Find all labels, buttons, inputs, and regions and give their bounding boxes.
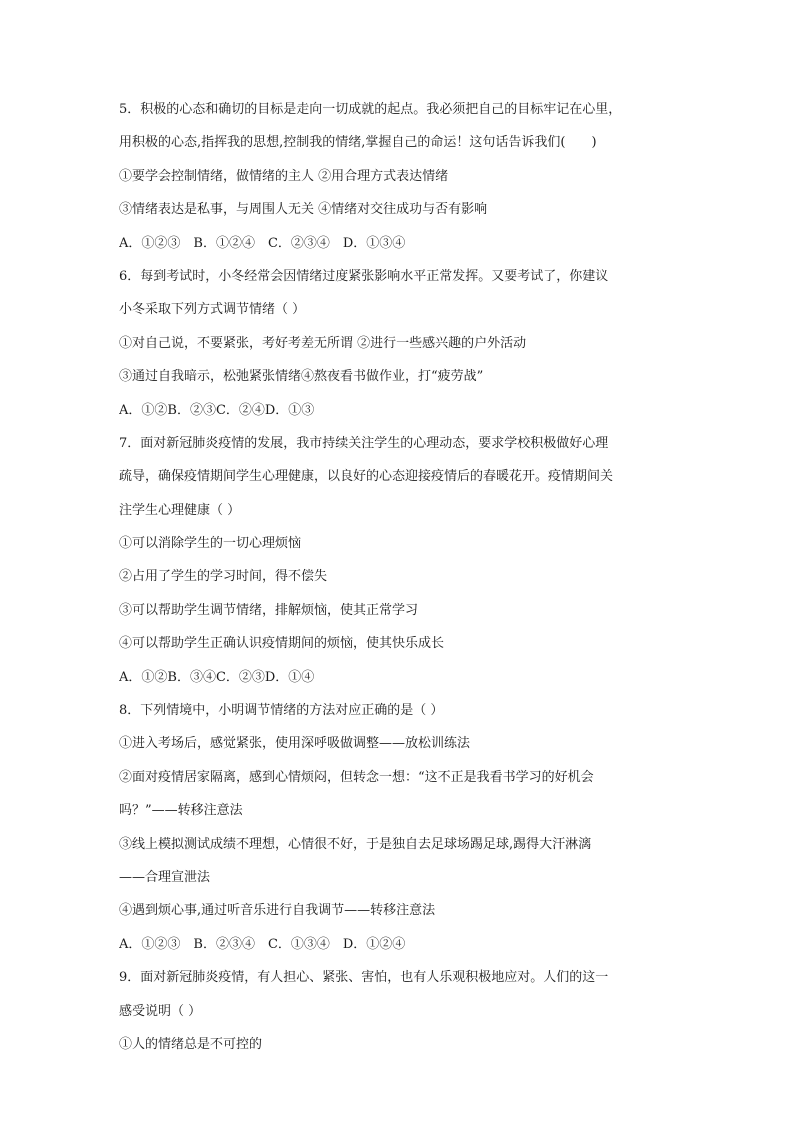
q6-statements-1: ①对自己说，不要紧张，考好考差无所谓 ②进行一些感兴趣的户外活动 <box>119 335 527 351</box>
q9-stem-line-2: 感受说明（ ） <box>119 1003 202 1019</box>
q5-statements-2: ③情绪表达是私事，与周围人无关 ④情绪对交往成功与否有影响 <box>119 202 488 218</box>
q9-statement-1: ①人的情绪总是不可控的 <box>119 1036 263 1052</box>
q5-stem-line-1: 5．积极的心态和确切的目标是走向一切成就的起点。我必须把自己的目标牢记在心里， <box>119 102 622 117</box>
q6-stem-line-1: 6．每到考试时，小冬经常会因情绪过度紧张影响水平正常发挥。又要考试了，你建议 <box>119 268 609 284</box>
q8-statement-1: ①进入考场后，感觉紧张，使用深呼吸做调整——放松训练法 <box>119 736 471 752</box>
q7-statement-3: ③可以帮助学生调节情绪，排解烦恼，使其正常学习 <box>119 602 419 618</box>
q6-options: A．①②B．②③C．②④D．①③ <box>119 402 315 418</box>
q7-stem-line-1: 7．面对新冠肺炎疫情的发展，我市持续关注学生的心理动态，要求学校积极做好心理 <box>119 435 609 451</box>
q8-statement-2-line-2: 吗？”——转移注意法 <box>119 803 243 819</box>
q8-statement-4: ④遇到烦心事,通过听音乐进行自我调节——转移注意法 <box>119 903 436 919</box>
q7-stem-line-3: 注学生心理健康（ ） <box>119 502 241 518</box>
document-page <box>119 93 679 1061</box>
q8-stem: 8．下列情境中，小明调节情绪的方法对应正确的是（ ） <box>119 703 444 719</box>
q5-stem-line-2: 用积极的心态,指挥我的思想,控制我的情绪,掌握自己的命运！这句话告诉我们( ) <box>119 135 597 151</box>
q8-statement-3-line-2: ——合理宣泄法 <box>119 869 211 885</box>
q7-options: A．①②B．③④C．②③D．①④ <box>119 669 315 685</box>
q5-options: A．①②③ B．①②④ C．②③④ D．①③④ <box>119 235 406 251</box>
q8-statement-2-line-1: ②面对疫情居家隔离，感到心情烦闷，但转念一想：“这不正是我看书学习的好机会 <box>119 769 594 785</box>
q8-statement-3-line-1: ③线上模拟测试成绩不理想，心情很不好，于是独自去足球场踢足球,踢得大汗淋漓 <box>119 836 592 852</box>
q7-stem-line-2: 疏导，确保疫情期间学生心理健康，以良好的心态迎接疫情后的春暖花开。疫情期间关 <box>119 469 614 485</box>
q6-stem-line-2: 小冬采取下列方式调节情绪（ ） <box>119 302 306 318</box>
q7-statement-1: ①可以消除学生的一切心理烦恼 <box>119 536 302 552</box>
q7-statement-4: ④可以帮助学生正确认识疫情期间的烦恼，使其快乐成长 <box>119 636 445 652</box>
q8-options: A．①②③ B．②③④ C．①③④ D．①②④ <box>119 936 406 952</box>
q7-statement-2: ②占用了学生的学习时间，得不偿失 <box>119 569 328 585</box>
q6-statements-2: ③通过自我暗示，松弛紧张情绪④熬夜看书做作业，打“疲劳战” <box>119 369 484 385</box>
q9-stem-line-1: 9．面对新冠肺炎疫情，有人担心、紧张、害怕，也有人乐观积极地应对。人们的这一 <box>119 970 609 986</box>
q5-statements-1: ①要学会控制情绪，做情绪的主人 ②用合理方式表达情绪 <box>119 168 449 184</box>
